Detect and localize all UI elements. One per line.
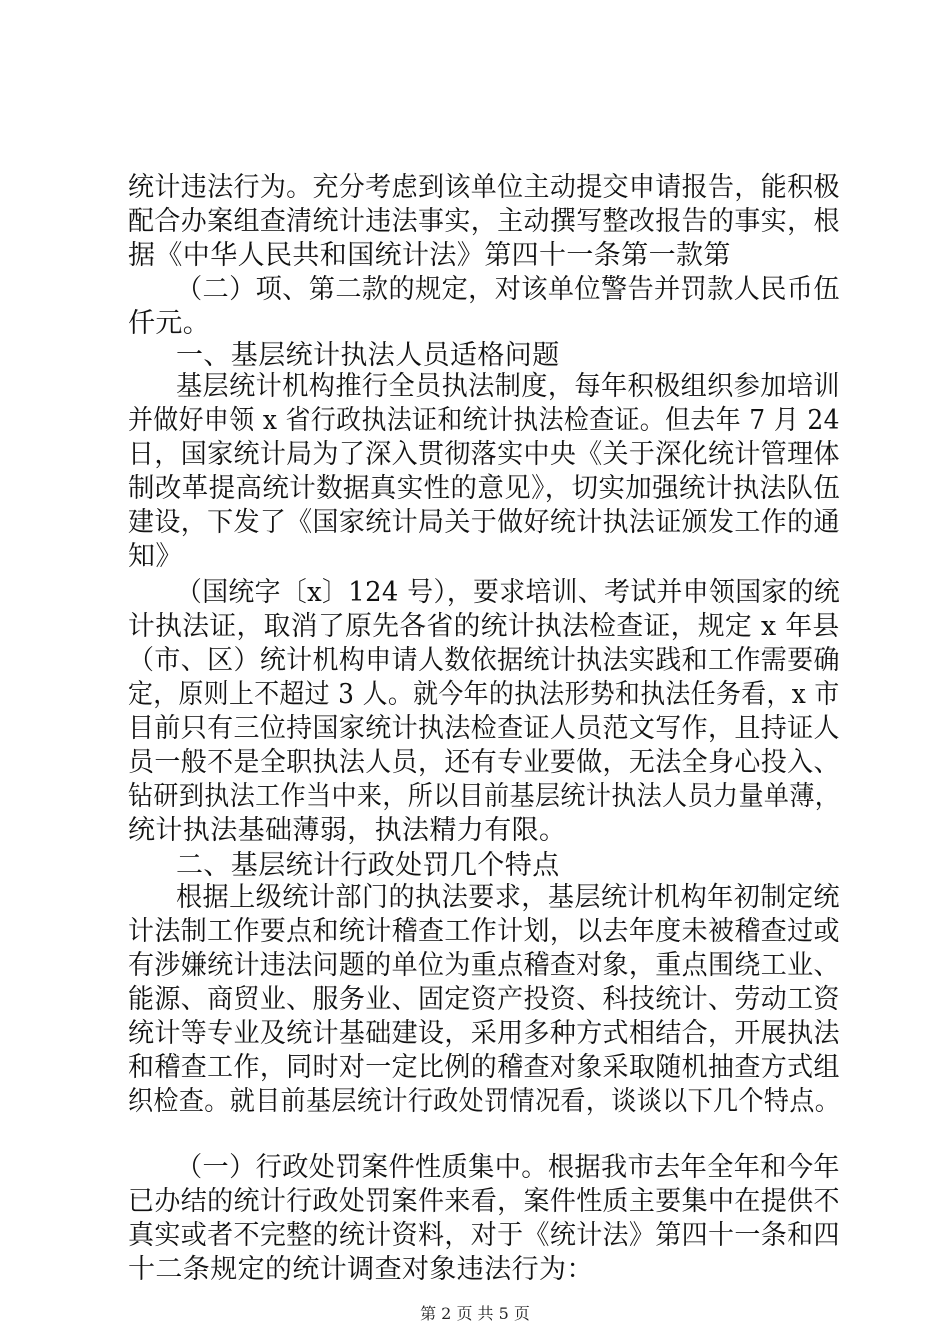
text-line: 十二条规定的统计调查对象违法行为： — [128, 1254, 594, 1285]
text-line: 统计执法基础薄弱，执法精力有限。 — [128, 815, 567, 846]
text-line: 知》 — [128, 541, 183, 572]
text-line: 日，国家统计局为了深入贯彻落实中央《关于深化统计管理体 — [128, 439, 840, 470]
text-line: 仟元。 — [128, 308, 211, 339]
text-line: 能源、商贸业、服务业、固定资产投资、科技统计、劳动工资 — [128, 984, 840, 1015]
text-line: 目前只有三位持国家统计执法检查证人员范文写作，且持证人 — [128, 713, 840, 744]
text-line: （市、区）统计机构申请人数依据统计执法实践和工作需要确 — [128, 645, 840, 676]
page-number-footer: 第 2 页 共 5 页 — [420, 1304, 530, 1323]
text-line: 据《中华人民共和国统计法》第四十一条第一款第 — [128, 240, 731, 271]
text-line: （一）行政处罚案件性质集中。根据我市去年全年和今年 — [176, 1152, 840, 1183]
text-line: （国统字〔x〕124 号），要求培训、考试并申领国家的统 — [176, 577, 841, 608]
text-line: 有涉嫌统计违法问题的单位为重点稽查对象，重点围绕工业、 — [128, 950, 840, 981]
text-line: 和稽查工作，同时对一定比例的稽查对象采取随机抽查方式组 — [128, 1052, 840, 1083]
text-line: 并做好申领 x 省行政执法证和统计执法检查证。但去年 7 月 24 — [128, 405, 840, 436]
text-line: 建设，下发了《国家统计局关于做好统计执法证颁发工作的通 — [128, 507, 840, 538]
text-line: 员一般不是全职执法人员，还有专业要做，无法全身心投入、 — [128, 747, 840, 778]
text-line: 统计等专业及统计基础建设，采用多种方式相结合，开展执法 — [128, 1018, 840, 1049]
text-line: 真实或者不完整的统计资料，对于《统计法》第四十一条和四 — [128, 1220, 840, 1251]
text-line: 配合办案组查清统计违法事实，主动撰写整改报告的事实，根 — [128, 206, 840, 237]
section-heading: 二、基层统计行政处罚几个特点 — [176, 850, 560, 881]
text-line: 制改革提高统计数据真实性的意见》，切实加强统计执法队伍 — [128, 473, 841, 504]
text-line: 统计违法行为。充分考虑到该单位主动提交申请报告，能积极 — [128, 172, 840, 203]
text-line: 计执法证，取消了原先各省的统计执法检查证，规定 x 年县 — [128, 611, 840, 642]
text-line: 织检查。就目前基层统计行政处罚情况看，谈谈以下几个特点。 — [128, 1086, 841, 1117]
text-line: 计法制工作要点和统计稽查工作计划，以去年度未被稽查过或 — [128, 916, 840, 947]
text-line: 根据上级统计部门的执法要求，基层统计机构年初制定统 — [176, 882, 840, 913]
section-heading: 一、基层统计执法人员适格问题 — [176, 340, 560, 371]
text-line: （二）项、第二款的规定，对该单位警告并罚款人民币伍 — [176, 274, 840, 305]
text-line: 钻研到执法工作当中来，所以目前基层统计执法人员力量单薄， — [128, 781, 841, 812]
text-line: 已办结的统计行政处罚案件来看，案件性质主要集中在提供不 — [128, 1186, 840, 1217]
text-line: 定，原则上不超过 3 人。就今年的执法形势和执法任务看，x 市 — [128, 679, 840, 710]
text-line: 基层统计机构推行全员执法制度，每年积极组织参加培训 — [176, 371, 840, 402]
